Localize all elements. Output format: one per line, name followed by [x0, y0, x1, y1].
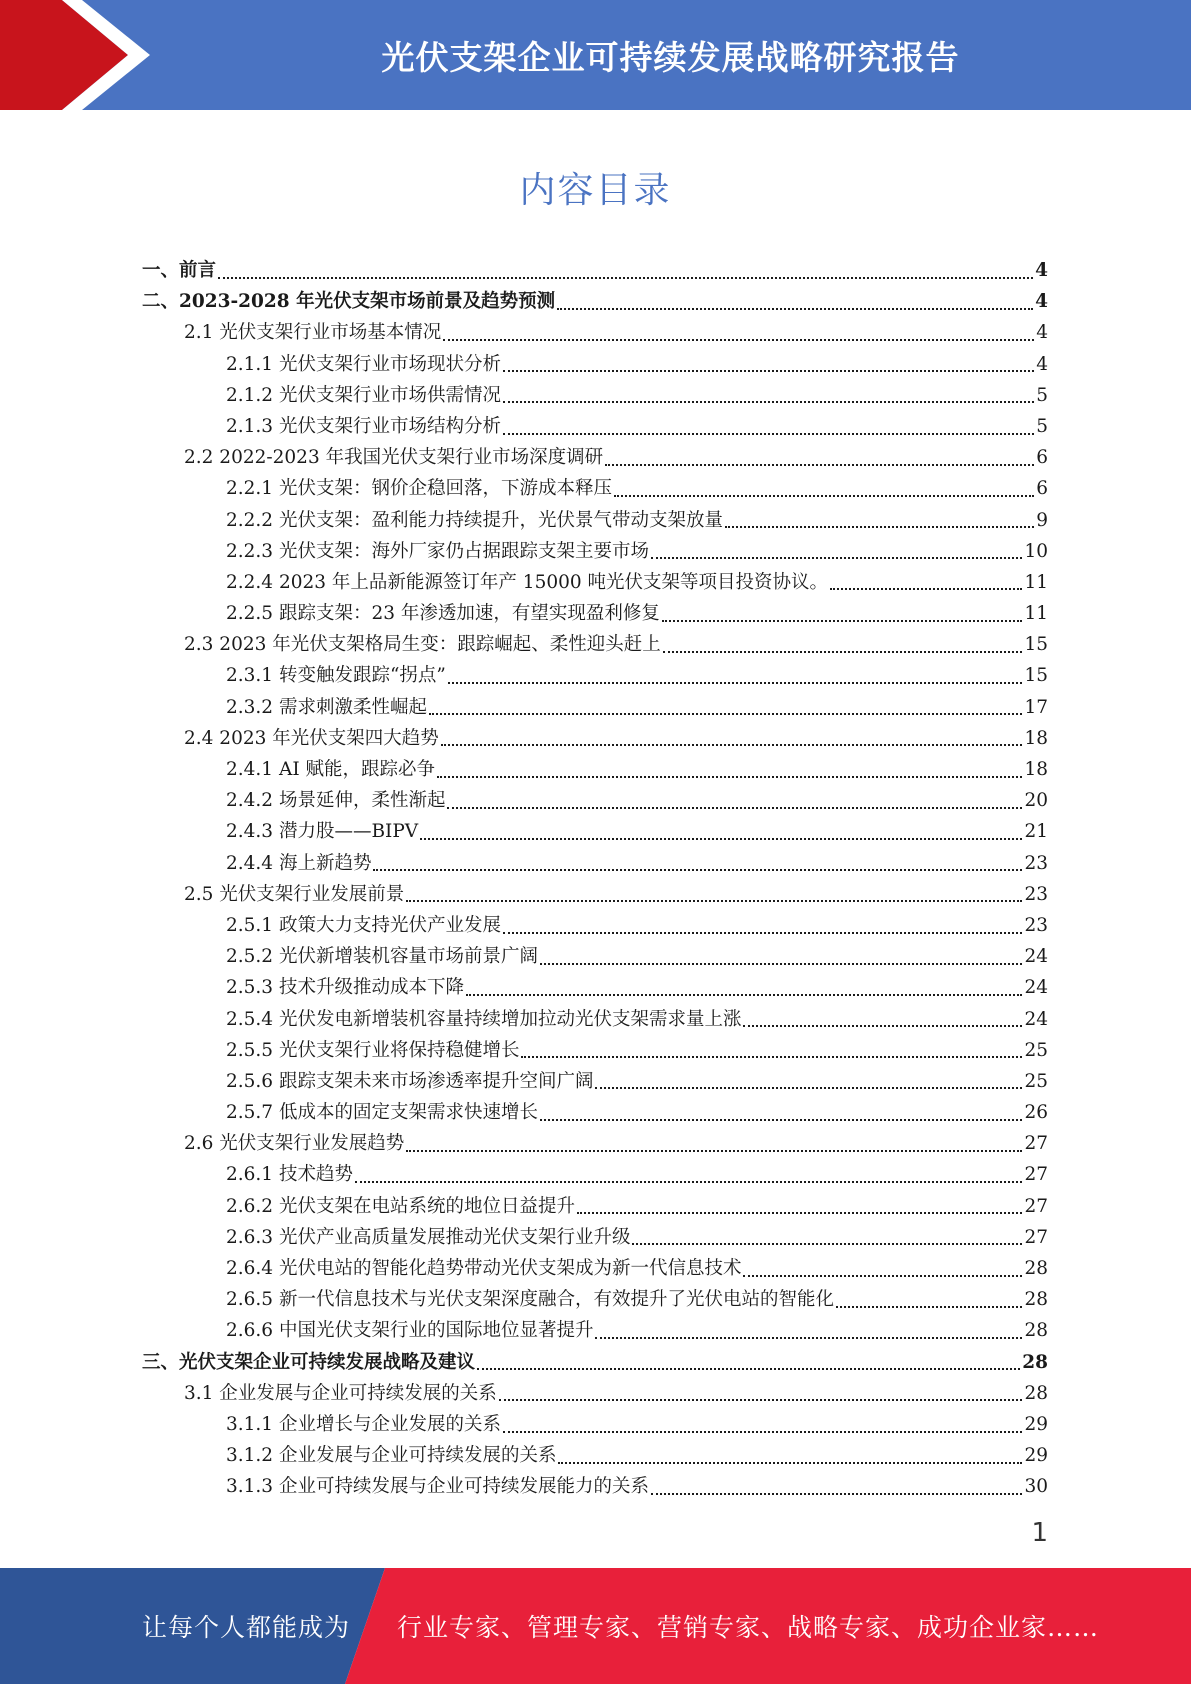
toc-entry[interactable] — [142, 754, 1048, 785]
toc-dot-leader — [477, 1368, 1020, 1370]
toc-entry-page: 23 — [1024, 852, 1048, 874]
toc-entry-title: 2.6.6 中国光伏支架行业的国际地位显著提升 — [226, 1320, 594, 1342]
toc-dot-leader — [595, 1087, 1022, 1089]
toc-entry-page: 5 — [1036, 384, 1048, 406]
toc-dot-leader — [429, 713, 1022, 715]
toc-entry-title: 一、前言 — [142, 260, 217, 281]
toc-entry-title: 2.1 光伏支架行业市场基本情况 — [184, 322, 442, 344]
toc-dot-leader — [743, 1025, 1022, 1027]
toc-entry-title: 2.5.5 光伏支架行业将保持稳健增长 — [226, 1039, 520, 1061]
toc-entry[interactable] — [142, 442, 1048, 473]
toc-dot-leader — [557, 308, 1033, 310]
toc-entry-title: 2.6.4 光伏电站的智能化趋势带动光伏支架成为新一代信息技术 — [226, 1258, 742, 1279]
toc-entry-page: 23 — [1024, 883, 1048, 905]
toc-entry-page: 11 — [1024, 603, 1048, 625]
toc-entry-page: 6 — [1036, 478, 1048, 500]
toc-entry-page: 18 — [1024, 759, 1048, 780]
toc-entry-title: 2.6.5 新一代信息技术与光伏支架深度融合，有效提升了光伏电站的智能化 — [226, 1289, 834, 1311]
toc-dot-leader — [662, 620, 1023, 622]
toc-dot-leader — [443, 339, 1034, 341]
toc-entry-title: 2.1.1 光伏支架行业市场现状分析 — [226, 353, 501, 375]
toc-entry[interactable] — [142, 972, 1048, 1003]
toc-dot-leader — [406, 1150, 1022, 1152]
toc-entry-page: 4 — [1036, 353, 1048, 375]
toc-entry-title: 2.5.2 光伏新增装机容量市场前景广阔 — [226, 946, 538, 968]
toc-entry-page: 24 — [1024, 1008, 1048, 1030]
toc-dot-leader — [420, 838, 1022, 840]
toc-entry-title: 2.6 光伏支架行业发展趋势 — [184, 1133, 405, 1155]
toc-heading: 内容目录 — [519, 170, 672, 211]
toc-dot-leader — [503, 370, 1034, 372]
report-title: 光伏支架企业可持续发展战略研究报告 — [381, 37, 960, 77]
toc-entry-title: 2.3.2 需求刺激柔性崛起 — [226, 696, 427, 718]
toc-entry[interactable] — [142, 411, 1048, 442]
toc-entry[interactable] — [142, 660, 1048, 691]
toc-entry-page: 17 — [1024, 696, 1048, 718]
toc-entry-title: 3.1.2 企业发展与企业可持续发展的关系 — [226, 1445, 557, 1467]
toc-entry[interactable] — [142, 785, 1048, 816]
toc-entry-page: 27 — [1024, 1164, 1048, 1186]
toc-entry-page: 28 — [1024, 1382, 1048, 1404]
toc-entry-title: 2.4.2 场景延伸，柔性渐起 — [226, 790, 446, 812]
toc-entry-page: 24 — [1024, 977, 1048, 999]
toc-entry[interactable] — [142, 1159, 1048, 1190]
toc-entry[interactable] — [142, 629, 1048, 660]
toc-dot-leader — [743, 1275, 1022, 1277]
toc-entry-title: 2.4.1 AI 赋能，跟踪必争 — [226, 759, 436, 780]
toc-entry-title: 2.5.6 跟踪支架未来市场渗透率提升空间广阔 — [226, 1070, 594, 1092]
toc-dot-leader — [441, 744, 1023, 746]
toc-dot-leader — [651, 557, 1022, 559]
toc-dot-leader — [218, 277, 1033, 279]
toc-entry[interactable] — [142, 692, 1048, 723]
toc-entry-page: 9 — [1036, 509, 1048, 531]
toc-dot-leader — [503, 1431, 1022, 1433]
toc-dot-leader — [503, 433, 1034, 435]
toc-entry[interactable] — [142, 286, 1048, 317]
toc-entry-page: 30 — [1024, 1476, 1048, 1498]
toc-dot-leader — [373, 869, 1022, 871]
toc-entry-title: 2.3.1 转变触发跟踪“拐点” — [226, 665, 446, 687]
toc-entry-title: 3.1.1 企业增长与企业发展的关系 — [226, 1413, 501, 1435]
toc-entry-title: 2.1.3 光伏支架行业市场结构分析 — [226, 415, 501, 437]
toc-entry-title: 2.5 光伏支架行业发展前景 — [184, 883, 405, 905]
toc-entry-page: 11 — [1024, 571, 1048, 593]
toc-entry-page: 10 — [1024, 540, 1048, 562]
toc-entry-page: 27 — [1024, 1226, 1048, 1248]
toc-entry-title: 2.6.1 技术趋势 — [226, 1164, 353, 1186]
toc-entry-page: 29 — [1024, 1445, 1048, 1467]
toc-entry-title: 2.5.1 政策大力支持光伏产业发展 — [226, 914, 501, 936]
toc-dot-leader — [406, 900, 1022, 902]
toc-dot-leader — [614, 495, 1034, 497]
toc-dot-leader — [540, 963, 1022, 965]
toc-entry[interactable] — [142, 1253, 1048, 1284]
toc-entry-page: 20 — [1024, 790, 1048, 812]
toc-entry[interactable] — [142, 1066, 1048, 1097]
report-header — [0, 0, 1191, 110]
toc-entry-title: 2.4 2023 年光伏支架四大趋势 — [184, 727, 439, 749]
toc-entry-page: 28 — [1024, 1320, 1048, 1342]
toc-entry-title: 3.1.3 企业可持续发展与企业可持续发展能力的关系 — [226, 1476, 649, 1498]
toc-entry[interactable] — [142, 1097, 1048, 1128]
page-number: 1 — [1031, 1518, 1048, 1548]
toc-entry-page: 5 — [1036, 415, 1048, 437]
toc-entry[interactable] — [142, 1440, 1048, 1471]
toc-dot-leader — [355, 1181, 1023, 1183]
toc-dot-leader — [503, 401, 1034, 403]
toc-entry-page: 28 — [1024, 1289, 1048, 1311]
toc-dot-leader — [521, 1056, 1022, 1058]
toc-entry[interactable] — [142, 380, 1048, 411]
toc-entry[interactable] — [142, 317, 1048, 348]
toc-entry-title: 二、2023-2028 年光伏支架市场前景及趋势预测 — [142, 291, 556, 313]
toc-dot-leader — [651, 1493, 1022, 1495]
toc-entry-title: 2.4.4 海上新趋势 — [226, 852, 372, 874]
toc-entry[interactable] — [142, 879, 1048, 910]
toc-entry-page: 25 — [1024, 1039, 1048, 1061]
toc-entry-page: 27 — [1024, 1195, 1048, 1217]
toc-entry[interactable] — [142, 1347, 1048, 1378]
toc-entry-page: 4 — [1035, 260, 1048, 281]
toc-entry[interactable] — [142, 1128, 1048, 1159]
toc-entry[interactable] — [142, 1378, 1048, 1409]
footer-slogan-left: 让每个人都能成为 — [142, 1613, 351, 1642]
toc-entry-page: 23 — [1024, 914, 1048, 936]
toc-dot-leader — [605, 464, 1034, 466]
toc-entry-title: 2.6.2 光伏支架在电站系统的地位日益提升 — [226, 1195, 575, 1217]
toc-entry[interactable] — [142, 255, 1048, 286]
toc-entry-page: 24 — [1024, 946, 1048, 968]
toc-entry[interactable] — [142, 473, 1048, 504]
toc-entry-page: 29 — [1024, 1413, 1048, 1435]
toc-dot-leader — [466, 994, 1022, 996]
toc-entry-title: 2.1.2 光伏支架行业市场供需情况 — [226, 384, 501, 406]
toc-entry[interactable] — [142, 910, 1048, 941]
toc-entry[interactable] — [142, 1471, 1048, 1502]
toc-entry[interactable] — [142, 1004, 1048, 1035]
toc-dot-leader — [632, 1243, 1022, 1245]
toc-entry[interactable] — [142, 505, 1048, 536]
toc-entry[interactable] — [142, 536, 1048, 567]
toc-entry[interactable] — [142, 1409, 1048, 1440]
toc-dot-leader — [836, 1306, 1022, 1308]
toc-entry-page: 25 — [1024, 1070, 1048, 1092]
toc-entry-title: 2.2.1 光伏支架：钢价企稳回落，下游成本释压 — [226, 478, 612, 500]
toc-entry[interactable] — [142, 1315, 1048, 1346]
toc-entry[interactable] — [142, 816, 1048, 847]
toc-entry-title: 3.1 企业发展与企业可持续发展的关系 — [184, 1382, 497, 1404]
toc-entry-title: 2.2.4 2023 年上品新能源签订年产 15000 吨光伏支架等项目投资协议。 — [226, 571, 829, 593]
toc-entry-title: 2.5.4 光伏发电新增装机容量持续增加拉动光伏支架需求量上涨 — [226, 1008, 742, 1030]
toc-entry[interactable] — [142, 349, 1048, 380]
table-of-contents — [142, 255, 1048, 1503]
toc-dot-leader — [448, 682, 1023, 684]
toc-entry-page: 27 — [1024, 1133, 1048, 1155]
toc-entry[interactable] — [142, 723, 1048, 754]
toc-entry[interactable] — [142, 941, 1048, 972]
footer-slogan-right: 行业专家、管理专家、营销专家、战略专家、成功企业家…… — [397, 1613, 1100, 1642]
toc-entry-title: 2.6.3 光伏产业高质量发展推动光伏支架行业升级 — [226, 1226, 631, 1248]
toc-dot-leader — [830, 588, 1022, 590]
toc-entry-title: 2.5.3 技术升级推动成本下降 — [226, 977, 464, 999]
toc-entry-title: 2.5.7 低成本的固定支架需求快速增长 — [226, 1102, 538, 1124]
toc-entry-page: 4 — [1035, 291, 1048, 313]
report-footer — [0, 1568, 1191, 1684]
toc-entry-title: 2.3 2023 年光伏支架格局生变：跟踪崛起、柔性迎头赶上 — [184, 634, 661, 656]
toc-entry-page: 6 — [1036, 447, 1048, 469]
toc-entry-page: 28 — [1022, 1351, 1048, 1373]
toc-dot-leader — [577, 1212, 1022, 1214]
toc-entry[interactable] — [142, 1035, 1048, 1066]
toc-entry-title: 2.2.5 跟踪支架：23 年渗透加速，有望实现盈利修复 — [226, 603, 660, 625]
toc-dot-leader — [447, 807, 1022, 809]
toc-entry[interactable] — [142, 1191, 1048, 1222]
toc-dot-leader — [499, 1399, 1023, 1401]
toc-entry[interactable] — [142, 598, 1048, 629]
toc-entry-title: 2.2 2022-2023 年我国光伏支架行业市场深度调研 — [184, 447, 604, 469]
toc-entry-page: 21 — [1024, 821, 1048, 843]
toc-dot-leader — [558, 1462, 1022, 1464]
toc-entry-title: 2.2.3 光伏支架：海外厂家仍占据跟踪支架主要市场 — [226, 540, 649, 562]
toc-entry[interactable] — [142, 1284, 1048, 1315]
toc-entry-page: 15 — [1024, 634, 1048, 656]
toc-dot-leader — [437, 776, 1022, 778]
toc-entry-page: 28 — [1024, 1258, 1048, 1279]
toc-dot-leader — [663, 651, 1023, 653]
toc-dot-leader — [595, 1337, 1022, 1339]
toc-entry-page: 4 — [1036, 322, 1048, 344]
toc-dot-leader — [725, 526, 1034, 528]
toc-entry-title: 2.4.3 潜力股——BIPV — [226, 821, 419, 843]
toc-entry-page: 15 — [1024, 665, 1048, 687]
toc-entry-title: 三、光伏支架企业可持续发展战略及建议 — [142, 1351, 476, 1373]
toc-entry[interactable] — [142, 848, 1048, 879]
toc-entry-page: 26 — [1024, 1102, 1048, 1124]
toc-dot-leader — [503, 932, 1022, 934]
toc-entry[interactable] — [142, 1222, 1048, 1253]
toc-entry[interactable] — [142, 567, 1048, 598]
toc-entry-title: 2.2.2 光伏支架：盈利能力持续提升，光伏景气带动支架放量 — [226, 509, 723, 531]
toc-dot-leader — [540, 1119, 1022, 1121]
toc-entry-page: 18 — [1024, 727, 1048, 749]
